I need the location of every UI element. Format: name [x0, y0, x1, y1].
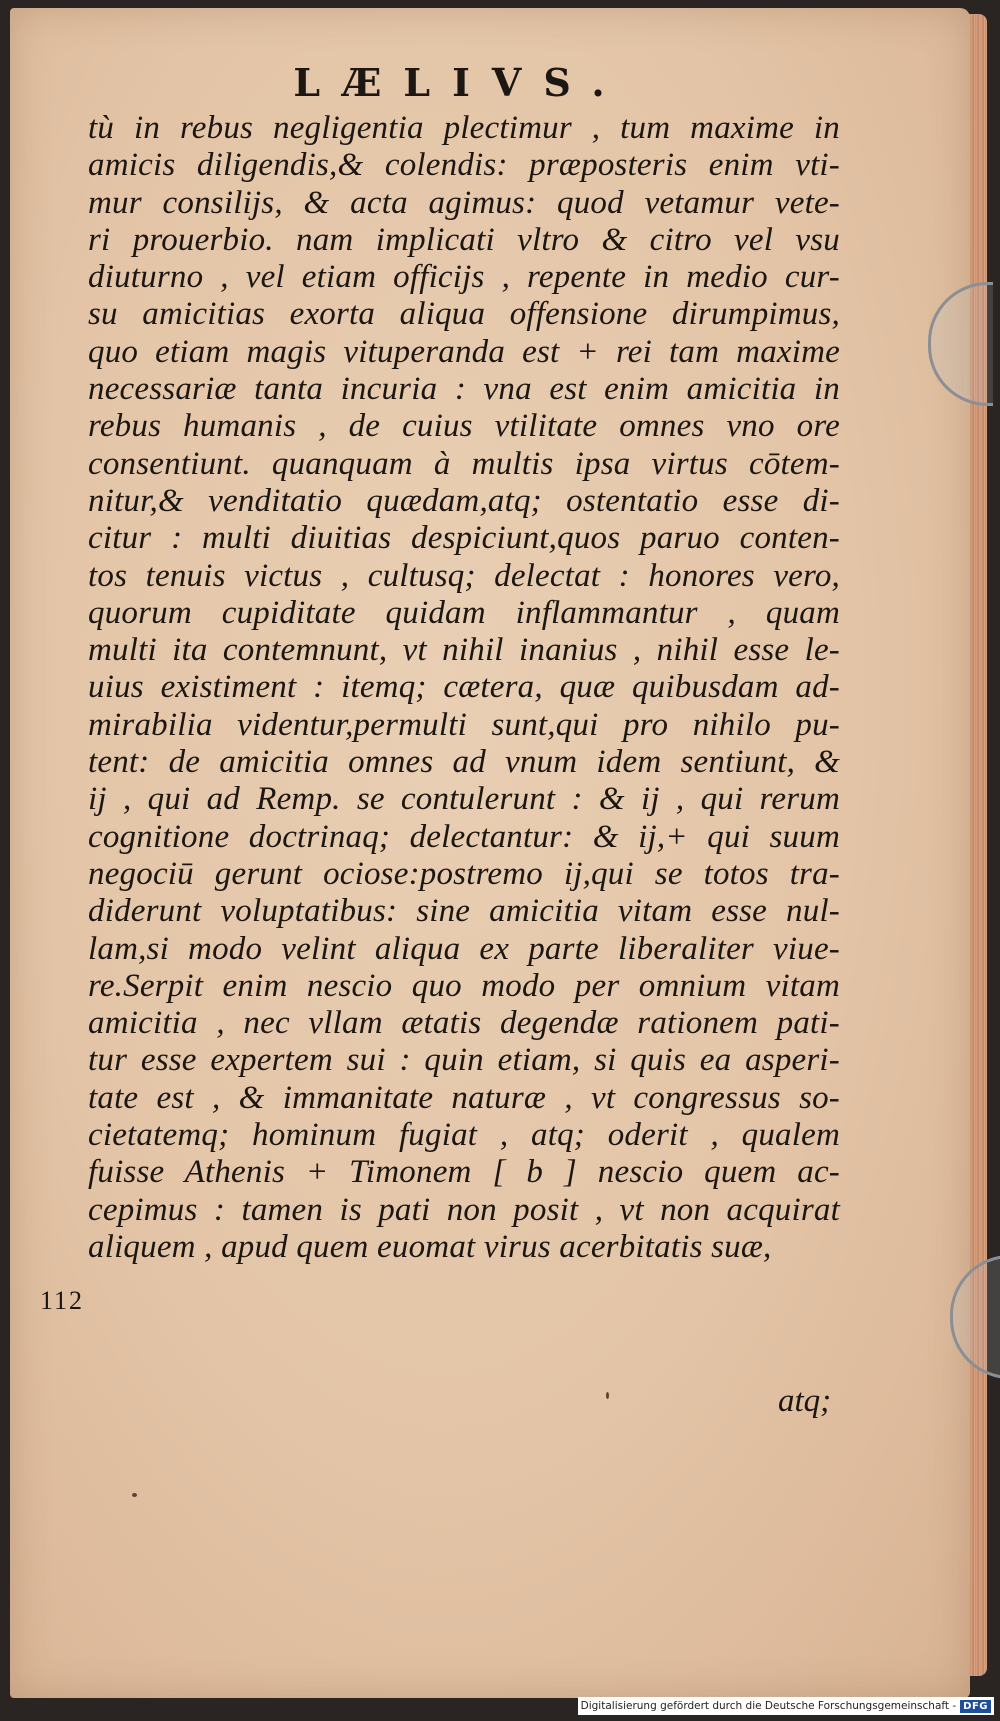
- text-line: uius existiment : itemq; cætera, quæ quibusdam ad-: [88, 669, 840, 706]
- text-line: tent: de amicitia omnes ad vnum idem sentiunt, &: [88, 744, 840, 781]
- text-line: negociū gerunt ociose:postremo ij,qui se totos tra-: [88, 855, 840, 892]
- text-line: fuisse Athenis + Timonem [ b ] nescio quem ac-: [88, 1154, 840, 1191]
- text-line: tate est , & immanitate naturæ , vt congressus so-: [88, 1079, 840, 1116]
- text-line: cietatemq; hominum fugiat , atq; oderit , qualem: [88, 1117, 840, 1154]
- text-block: [88, 110, 840, 1266]
- text-line: rebus humanis , de cuius vtilitate omnes vno ore: [88, 408, 840, 445]
- text-line: diderunt voluptatibus: sine amicitia vitam esse nul-: [88, 893, 840, 930]
- text-line: tù in rebus negligentia plectimur , tum maxime in: [88, 110, 840, 146]
- text-line: consentiunt. quanquam à multis ipsa virtus cōtem-: [88, 445, 840, 482]
- text-line: tur esse expertem sui : quin etiam, si quis ea asperi-: [88, 1042, 840, 1079]
- text-line: aliquem , apud quem euomat virus acerbitatis suæ,: [88, 1228, 772, 1265]
- text-line: su amicitias exorta aliqua offensione dirumpimus,: [88, 296, 840, 333]
- text-line: cepimus : tamen is pati non posit , vt non acquirat: [88, 1191, 840, 1228]
- text-line: lam,si modo velint aliqua ex parte liberaliter viue-: [88, 930, 840, 967]
- digitization-credit: [578, 1697, 994, 1715]
- text-line: mur consilijs, & acta agimus: quod vetamur vete-: [88, 184, 840, 221]
- text-line: necessariæ tanta incuria : vna est enim amicitia in: [88, 371, 840, 408]
- text-line: multi ita contemnunt, vt nihil inanius , nihil esse le-: [88, 632, 840, 669]
- catchword: atq;: [778, 1383, 832, 1419]
- text-line: ij , qui ad Remp. se contulerunt : & ij , qui rerum: [88, 781, 840, 818]
- text-line: diuturno , vel etiam officijs , repente in medio cur-: [88, 259, 840, 296]
- text-line: quo etiam magis vituperanda est + rei tam maxime: [88, 333, 840, 370]
- credit-text: Digitalisierung gefördert durch die Deutsche Forschungsgemeinschaft -: [580, 1700, 957, 1712]
- text-line: amicis diligendis,& colendis: præposteris enim vti-: [88, 147, 840, 184]
- ink-speck: [606, 1392, 609, 1399]
- ink-speck: [132, 1493, 137, 1497]
- text-line: amicitia , nec vllam ætatis degendæ rationem pati-: [88, 1005, 840, 1042]
- text-line: citur : multi diuitias despiciunt,quos paruo conten-: [88, 520, 840, 557]
- text-line: re.Serpit enim nescio quo modo per omnium vitam: [88, 967, 840, 1004]
- dfg-logo: DFG: [960, 1700, 991, 1713]
- text-line: ri prouerbio. nam implicati vltro & citro vel vsu: [88, 221, 840, 258]
- text-line: nitur,& venditatio quædam,atq; ostentatio esse di-: [88, 482, 840, 519]
- running-head: LÆLIVS.: [293, 60, 627, 105]
- text-line: tos tenuis victus , cultusq; delectat : honores vero,: [88, 557, 840, 594]
- text-line: quorum cupiditate quidam inflammantur , quam: [88, 594, 840, 631]
- text-line: cognitione doctrinaq; delectantur: & ij,+ qui suum: [88, 818, 840, 855]
- margin-number: 112: [40, 1286, 85, 1315]
- text-line: mirabilia videntur,permulti sunt,qui pro nihilo pu-: [88, 706, 840, 743]
